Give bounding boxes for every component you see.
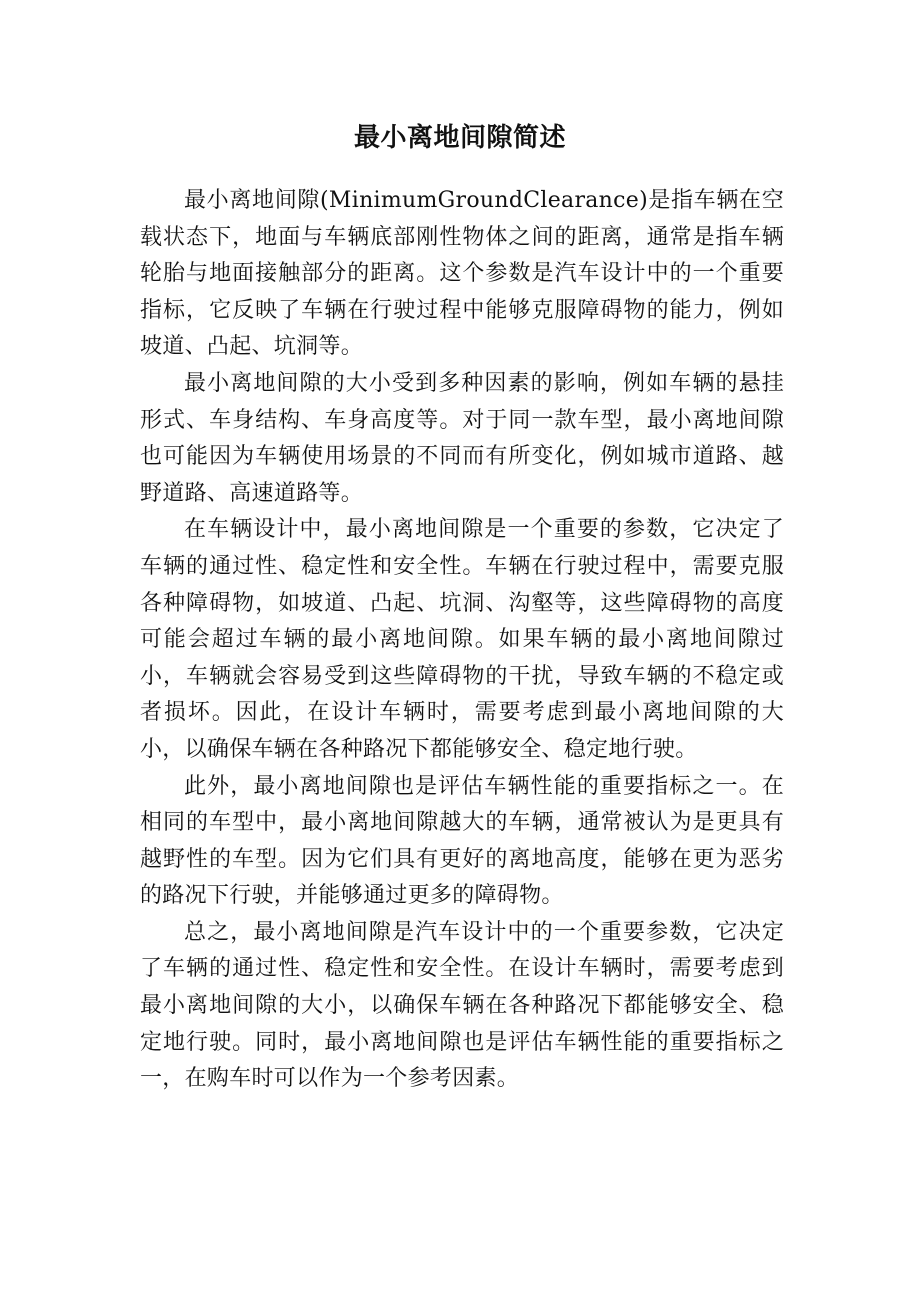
paragraph-1: 最小离地间隙(MinimumGroundClearance)是指车辆在空载状态下，地面与车辆底部刚性物体之间的距离，通常是指车辆轮胎与地面接触部分的距离。这个参数是汽车设计中的一个重要指标，它反映了车辆在行驶过程中能够克服障碍物的能力，例如坡道、凸起、坑洞等。 (140, 188, 784, 360)
paragraph-4: 此外，最小离地间隙也是评估车辆性能的重要指标之一。在相同的车型中，最小离地间隙越大的车辆，通常被认为是更具有越野性的车型。因为它们具有更好的离地高度，能够在更为恶劣的路况下行驶，并能够通过更多的障碍物。 (140, 773, 784, 909)
paragraph-3: 在车辆设计中，最小离地间隙是一个重要的参数，它决定了车辆的通过性、稳定性和安全性。车辆在行驶过程中，需要克服各种障碍物，如坡道、凸起、坑洞、沟壑等，这些障碍物的高度可能会超过车辆的最小离地间隙。如果车辆的最小离地间隙过小，车辆就会容易受到这些障碍物的干扰，导致车辆的不稳定或者损坏。因此，在设计车辆时，需要考虑到最小离地间隙的大小，以确保车辆在各种路况下都能够安全、稳定地行驶。 (140, 517, 784, 762)
paragraph-2: 最小离地间隙的大小受到多种因素的影响，例如车辆的悬挂形式、车身结构、车身高度等。对于同一款车型，最小离地间隙也可能因为车辆使用场景的不同而有所变化，例如城市道路、越野道路、高速道路等。 (140, 370, 784, 506)
paragraph-5: 总之，最小离地间隙是汽车设计中的一个重要参数，它决定了车辆的通过性、稳定性和安全性。在设计车辆时，需要考虑到最小离地间隙的大小，以确保车辆在各种路况下都能够安全、稳定地行驶。同时，最小离地间隙也是评估车辆性能的重要指标之一，在购车时可以作为一个参考因素。 (140, 919, 784, 1092)
document-title: 最小离地间隙简述 (353, 123, 566, 153)
document-body (140, 183, 784, 1098)
